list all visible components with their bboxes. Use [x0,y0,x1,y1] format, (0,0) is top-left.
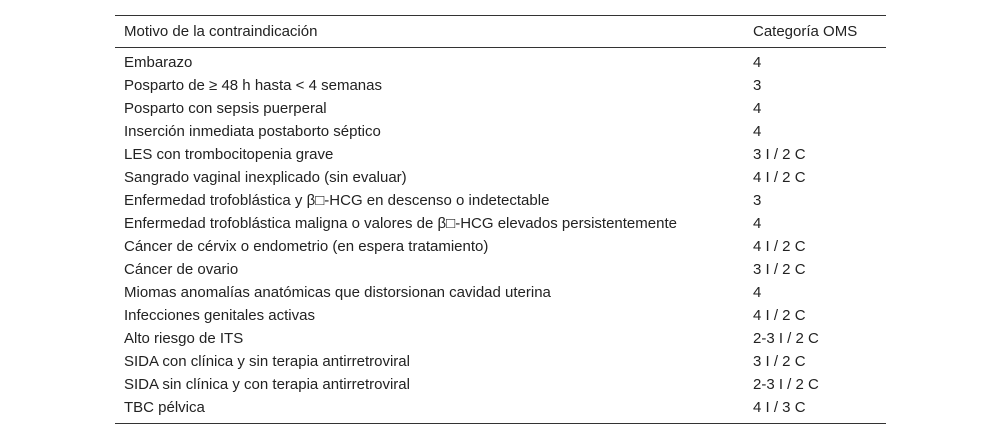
table-row [115,373,886,396]
cell-motivo: Alto riesgo de ITS [124,330,244,347]
cell-categoria: 3 [753,192,762,209]
table-row [115,189,886,212]
table-header-row [115,16,886,47]
contraindications-table [115,15,886,424]
cell-categoria: 4 [753,215,762,232]
cell-motivo: LES con trombocitopenia grave [124,146,334,163]
table-row [115,281,886,304]
cell-categoria: 4 [753,100,762,117]
table-row [115,51,886,74]
cell-categoria: 4 I / 2 C [753,238,806,255]
cell-categoria: 2-3 I / 2 C [753,376,819,393]
table-row [115,304,886,327]
cell-motivo: Infecciones genitales activas [124,307,315,324]
cell-categoria: 2-3 I / 2 C [753,330,819,347]
table-bottom-rule [115,423,886,424]
table-row [115,120,886,143]
cell-categoria: 4 [753,54,762,71]
table-row [115,212,886,235]
table-row [115,327,886,350]
cell-motivo: Cáncer de cérvix o endometrio (en espera tratamiento) [124,238,489,255]
table-row [115,396,886,419]
table-row [115,235,886,258]
cell-motivo: SIDA sin clínica y con terapia antirretroviral [124,376,410,393]
table-body [115,48,886,423]
cell-motivo: Sangrado vaginal inexplicado (sin evaluar) [124,169,407,186]
cell-categoria: 4 [753,284,762,301]
cell-categoria: 3 [753,77,762,94]
cell-motivo: Posparto con sepsis puerperal [124,100,327,117]
cell-motivo: Embarazo [124,54,193,71]
cell-motivo: Enfermedad trofoblástica maligna o valores de β□-HCG elevados persistentemente [124,215,677,232]
table-row [115,350,886,373]
cell-categoria: 3 I / 2 C [753,146,806,163]
table-row [115,97,886,120]
cell-motivo: SIDA con clínica y sin terapia antirretroviral [124,353,410,370]
cell-motivo: Miomas anomalías anatómicas que distorsionan cavidad uterina [124,284,551,301]
table-row [115,143,886,166]
cell-motivo: Cáncer de ovario [124,261,239,278]
cell-motivo: TBC pélvica [124,399,205,416]
header-motivo: Motivo de la contraindicación [124,23,318,40]
header-categoria: Categoría OMS [753,23,858,40]
cell-motivo: Enfermedad trofoblástica y β□-HCG en descenso o indetectable [124,192,550,209]
cell-categoria: 4 I / 2 C [753,169,806,186]
cell-categoria: 4 [753,123,762,140]
cell-motivo: Posparto de ≥ 48 h hasta < 4 semanas [124,77,382,94]
cell-categoria: 4 I / 3 C [753,399,806,416]
table-row [115,166,886,189]
cell-motivo: Inserción inmediata postaborto séptico [124,123,381,140]
cell-categoria: 4 I / 2 C [753,307,806,324]
table-row [115,258,886,281]
table-row [115,74,886,97]
cell-categoria: 3 I / 2 C [753,261,806,278]
cell-categoria: 3 I / 2 C [753,353,806,370]
